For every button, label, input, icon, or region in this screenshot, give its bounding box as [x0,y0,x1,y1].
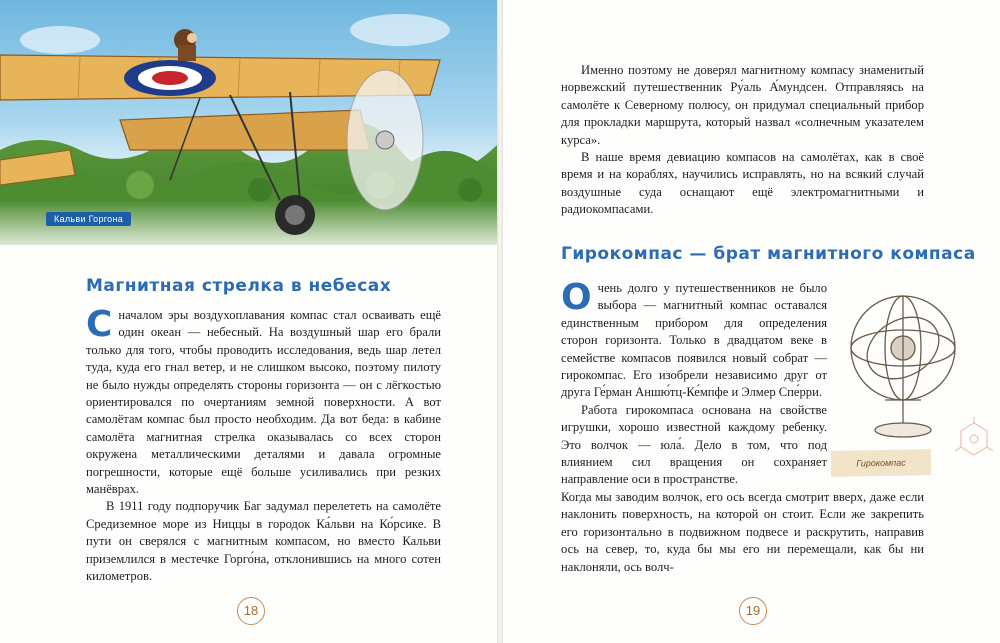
body-text [561,62,924,219]
body-text [561,277,827,489]
body-text [561,489,924,576]
paragraph: В 1911 году подпоручик Баг задумал перелететь на самолёте Средиземное море из Ниццы в городок Ка́льви на Ко́рсике. В пути он сверялся с магнитным компасом, но вместо Кальви приземлился в местечке Горго́на, отклонившись на много сотен километров. [86,499,441,584]
page-number: 19 [739,597,767,625]
right-page [503,0,1000,643]
paragraph: Когда мы заводим волчок, его ось всегда смотрит вверх, даже если наклонить поверхность, на которой он стоит. Если же закрепить его горизонтально в подвижном подвесе и раскрутить, направив ось на север, то, куда бы мы его ни перемещали, как бы ни наклоняли, ось волч- [561,490,924,574]
illustration-caption: Кальви Горгона [46,212,131,226]
body-text [86,304,441,586]
paragraph [86,304,441,498]
paragraph: В наше время девиацию компасов на самолётах, как в своё время и на кораблях, научились исправлять, но на всякий случай воздушные суда оснащают ещё электромагнитными и радиокомпасами. [561,150,924,217]
paragraph [561,277,827,402]
left-page [0,0,497,643]
molecule-icon [951,415,997,465]
dropcap: С [86,304,113,345]
figure-caption: Гирокомпас [831,449,931,477]
section-heading: Магнитная стрелка в небесах [86,276,392,296]
page-number: 18 [237,597,265,625]
dropcap: О [561,277,592,318]
paragraph: Работа гирокомпаса основана на свойстве игрушки, хорошо известной каждому ребенку. Это волчок — юла́. Дело в том, что под влиянием сил вращения он сохраняет направление оси в пространстве. [561,402,827,487]
paragraph-text: чень долго у путешественников не было выбора — магнитный компас оставался единственным прибором для определения сторон горизонта. Только в двадцатом веке в семействе компасов появился новый собрат — гирокомпас. Его изобрели независимо друг от друга Ге́рман Аншю́тц-Ке́мпфе и Элмер Спе́рри. [561,281,827,400]
section-heading: Гирокомпас — брат магнитного компаса [561,244,976,264]
paragraph-text: началом эры воздухоплавания компас стал осваивать ещё один океан — небесный. На воздушный шар его брали только для того, чтобы проводить исследования, ведь шар летел туда, куда его гнал ветер, и не слишком высоко, поэтому пилоту не было нужды определять стороны горизонта — он с лёгкостью ориентировался по очертаниям земной поверхности. А вот самолётам компас был просто необходим. Да вот беда: в кабине самолёта магнитная стрелка оказывалась со всех сторон окружена металлическими деталями и давала огромные погрешности, которые ещё больше усиливались при резких манёврах. [86,308,441,497]
paragraph: Именно поэтому не доверял магнитному компасу знаменитый норвежский путешественник Ру́аль А́мундсен. Отправляясь на самолёте к Северному полюсу, он придумал специальный прибор для прокладки маршрута, который назвал «солнечным указателем курса». [561,63,924,147]
